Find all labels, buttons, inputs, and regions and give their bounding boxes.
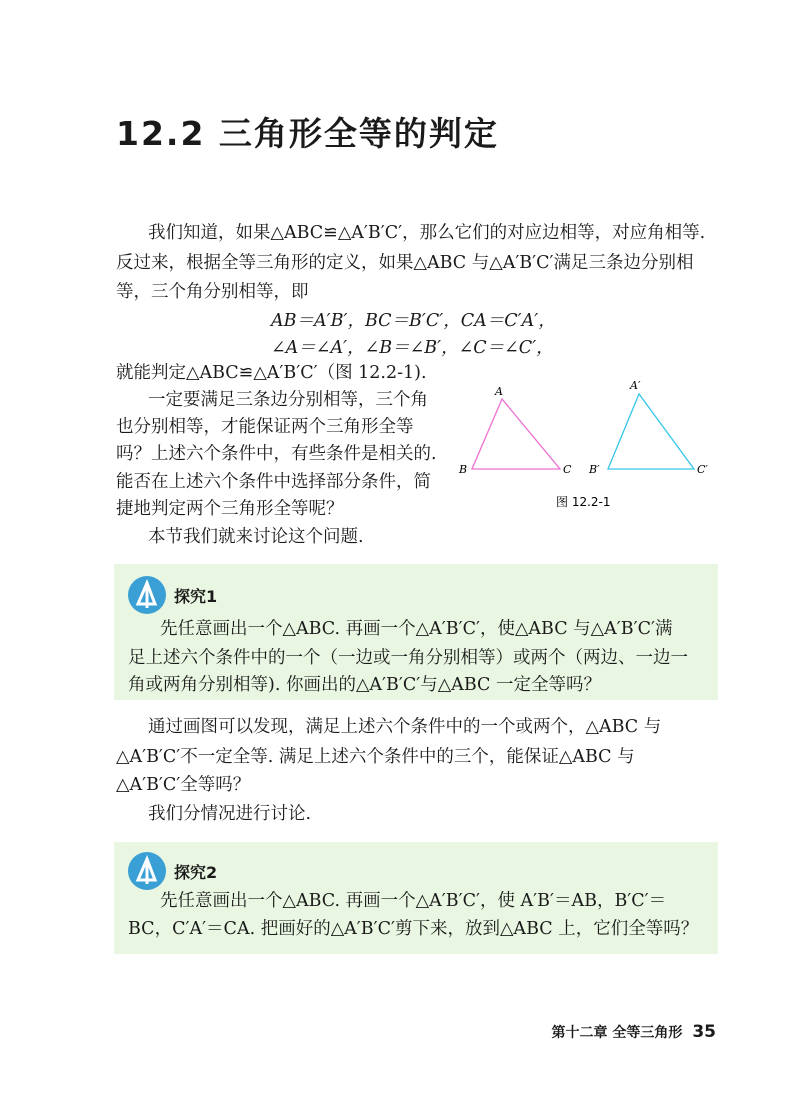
explore-1-title: 探究1 xyxy=(174,587,218,606)
intro-line-9: 捷地判定两个三角形全等呢？ xyxy=(116,499,344,519)
intro-line-3: 等，三个角分别相等，即 xyxy=(116,282,309,302)
middle-line-3: △A′B′C′全等吗？ xyxy=(116,775,251,795)
intro-line-4: 就能判定△ABC≌△A′B′C′（图 12.2-1). xyxy=(116,363,427,383)
explore-2-line-2: BC，C′A′＝CA. 把画好的△A′B′C′剪下来，放到△ABC 上，它们全等吗？ xyxy=(128,919,699,939)
explore-1-line-1: 先任意画出一个△ABC. 再画一个△A′B′C′，使△ABC 与△A′B′C′满 xyxy=(160,619,673,639)
explore-icon xyxy=(128,576,166,614)
explore-2-panel xyxy=(114,842,718,954)
middle-line-2: △A′B′C′不一定全等. 满足上述六个条件中的三个，能保证△ABC 与 xyxy=(116,747,635,767)
page-number: 35 xyxy=(692,1022,716,1042)
label-A-prime: A′ xyxy=(630,379,641,392)
label-A: A xyxy=(495,385,503,398)
intro-line-10: 本节我们就来讨论这个问题. xyxy=(148,527,364,547)
explore-1-panel xyxy=(114,564,718,700)
intro-line-7: 吗？上述六个条件中，有些条件是相关的. xyxy=(116,444,437,464)
chapter-label: 第十二章 全等三角形 xyxy=(551,1025,683,1041)
equation-angles: ∠A＝∠A′，∠B＝∠B′，∠C＝∠C′， xyxy=(271,338,554,358)
explore-2-line-1: 先任意画出一个△ABC. 再画一个△A′B′C′，使 A′B′＝AB，B′C′＝ xyxy=(160,891,667,911)
middle-line-4: 我们分情况进行讨论. xyxy=(148,804,312,824)
label-B: B xyxy=(459,463,468,476)
figure-caption: 图 12.2-1 xyxy=(556,495,611,509)
explore-icon xyxy=(128,852,166,890)
label-C: C xyxy=(563,463,572,476)
triangle-figure xyxy=(450,375,720,520)
explore-2-title: 探究2 xyxy=(174,863,218,882)
page-footer xyxy=(551,1022,716,1042)
label-B-prime: B′ xyxy=(589,463,600,476)
intro-line-8: 能否在上述六个条件中选择部分条件，简 xyxy=(116,472,431,492)
explore-1-line-2: 足上述六个条件中的一个（一边或一角分别相等）或两个（两边、一边一 xyxy=(128,648,688,668)
triangle-abc xyxy=(472,399,560,469)
intro-line-5: 一定要满足三条边分别相等，三个角 xyxy=(148,390,428,410)
intro-line-1: 我们知道，如果△ABC≌△A′B′C′，那么它们的对应边相等，对应角相等. xyxy=(148,223,706,243)
middle-line-1: 通过画图可以发现，满足上述六个条件中的一个或两个，△ABC 与 xyxy=(148,717,662,737)
explore-1-line-3: 角或两角分别相等). 你画出的△A′B′C′与△ABC 一定全等吗？ xyxy=(128,675,601,695)
triangle-a1b1c1 xyxy=(608,394,694,469)
equation-sides: AB＝A′B′，BC＝B′C′，CA＝C′A′， xyxy=(271,311,556,331)
label-C-prime: C′ xyxy=(697,463,708,476)
intro-line-6: 也分别相等，才能保证两个三角形全等 xyxy=(116,417,414,437)
section-title: 12.2 三角形全等的判定 xyxy=(116,114,499,153)
intro-line-2: 反过来，根据全等三角形的定义，如果△ABC 与△A′B′C′满足三条边分别相 xyxy=(116,253,694,273)
